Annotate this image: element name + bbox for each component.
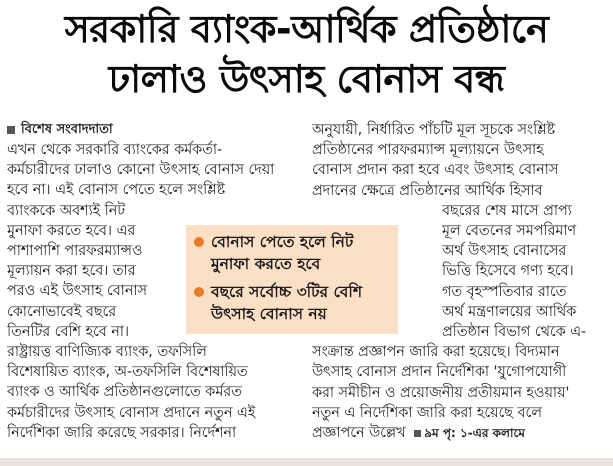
pullquote-text: বোনাস পেতে হলে নিট মুনাফা করতে হবে [211,233,354,273]
left-line: মুনাফা করতে হবে। এর [7,222,136,239]
right-line: অনুযায়ী, নির্ধারিত পাঁচটি মূল সূচকে সংশ্লিষ্ট [312,122,556,138]
last-line-text: প্রজ্ঞাপনে উল্লেখ [312,425,406,442]
byline [7,120,300,140]
left-line: কর্মচারীদের উৎসাহ বোনাস প্রদানে নতুন এই [7,404,256,421]
right-line: অর্থ উৎসাহ বোনাসের [442,243,567,260]
right-line: অর্থ মন্ত্রণালয়ের আর্থিক [442,303,577,320]
right-line: প্রতিষ্ঠানের পারফরম্যান্স মূল্যায়নে উৎসাহ [312,142,544,159]
left-line: মূল্যায়ন করা হবে। তার [7,263,136,280]
left-line: নির্দেশিকা জারি করেছে সরকার। নির্দেশনা [7,424,237,441]
orange-bullet-icon [194,237,204,247]
right-line: ভিত্তি হিসেবে গণ্য হবে। [442,263,574,280]
headline-line-2: ঢালাও উৎসাহ বোনাস বন্ধ [108,57,505,101]
left-line: পাশাপাশি পারফরম্যান্সও [7,243,143,260]
left-line: রাষ্ট্রায়ত্ত বাণিজ্যিক ব্যাংক, তফসিলি [7,344,207,361]
byline-text: বিশেষ সংবাদদাতা [21,122,113,137]
square-bullet-icon [414,430,421,437]
left-line: এখন থেকে সরকারি ব্যাংকের কর্মকর্তা- [7,142,223,158]
pullquote-box [186,225,398,334]
left-line: ব্যাংক ও আর্থিক প্রতিষ্ঠানগুলোতে কর্মরত [7,384,242,401]
pullquote-item [194,231,390,275]
left-line: তিনটির বেশি হবে না। [7,323,130,340]
headline [0,4,613,104]
right-line: মূল বেতনের সমপরিমাণ [442,223,577,240]
right-line: গত বৃহস্পতিবার রাতে [442,283,567,300]
left-line: পরও এই উৎসাহ বোনাস [7,283,147,300]
square-bullet-icon [7,126,15,134]
right-last-line [312,423,606,443]
right-line: প্রদানের ক্ষেত্রে প্রতিষ্ঠানের আর্থিক হিসাব [312,182,543,199]
continuation-jump [410,426,525,440]
right-line: বছরের শেষ মাসে প্রাপ্য [442,202,572,219]
pullquote-item [194,281,390,325]
left-line: কর্মচারীদের ঢালাও কোনো উৎসাহ বোনাস দেয়া [7,162,275,179]
right-line: বোনাস প্রদান করা হবে এবং উৎসাহ বোনাস [312,162,559,179]
jump-text: ৯ম পৃ: ১-এর কলামে [424,426,525,441]
pullquote-text: বছরে সর্বোচ্চ ৩টির বেশি উৎসাহ বোনাস নয় [211,283,362,323]
left-line: হবে না। এই বোনাস পেতে হলে সংশ্লিষ্ট [7,182,226,199]
left-line: কোনোভাবেই বছরে [7,303,117,320]
right-line: উৎসাহ বোনাস প্রদান নির্দেশিকা 'যুগোপযোগী [312,364,567,381]
right-line: নতুন এ নির্দেশিকা জারি করা হয়েছে বলে [312,404,542,421]
right-line: করা সমীচীন ও প্রয়োজনীয় প্রতীয়মান হওয়ায়' [312,384,570,401]
left-line: বিশেষায়িত ব্যাংক, অ-তফসিলি বিশেষায়িত [7,364,248,381]
orange-bullet-icon [194,287,204,297]
headline-line-1: সরকারি ব্যাংক-আর্থিক প্রতিষ্ঠানে [64,7,549,51]
page-edge [0,458,613,466]
right-line: সংক্রান্ত প্রজ্ঞাপন জারি করা হয়েছে। বিদ্যমান [312,344,560,361]
right-line: প্রতিষ্ঠান বিভাগ থেকে এ- [442,324,587,341]
left-line: ব্যাংককে অবশ্যই নিট [7,202,126,219]
